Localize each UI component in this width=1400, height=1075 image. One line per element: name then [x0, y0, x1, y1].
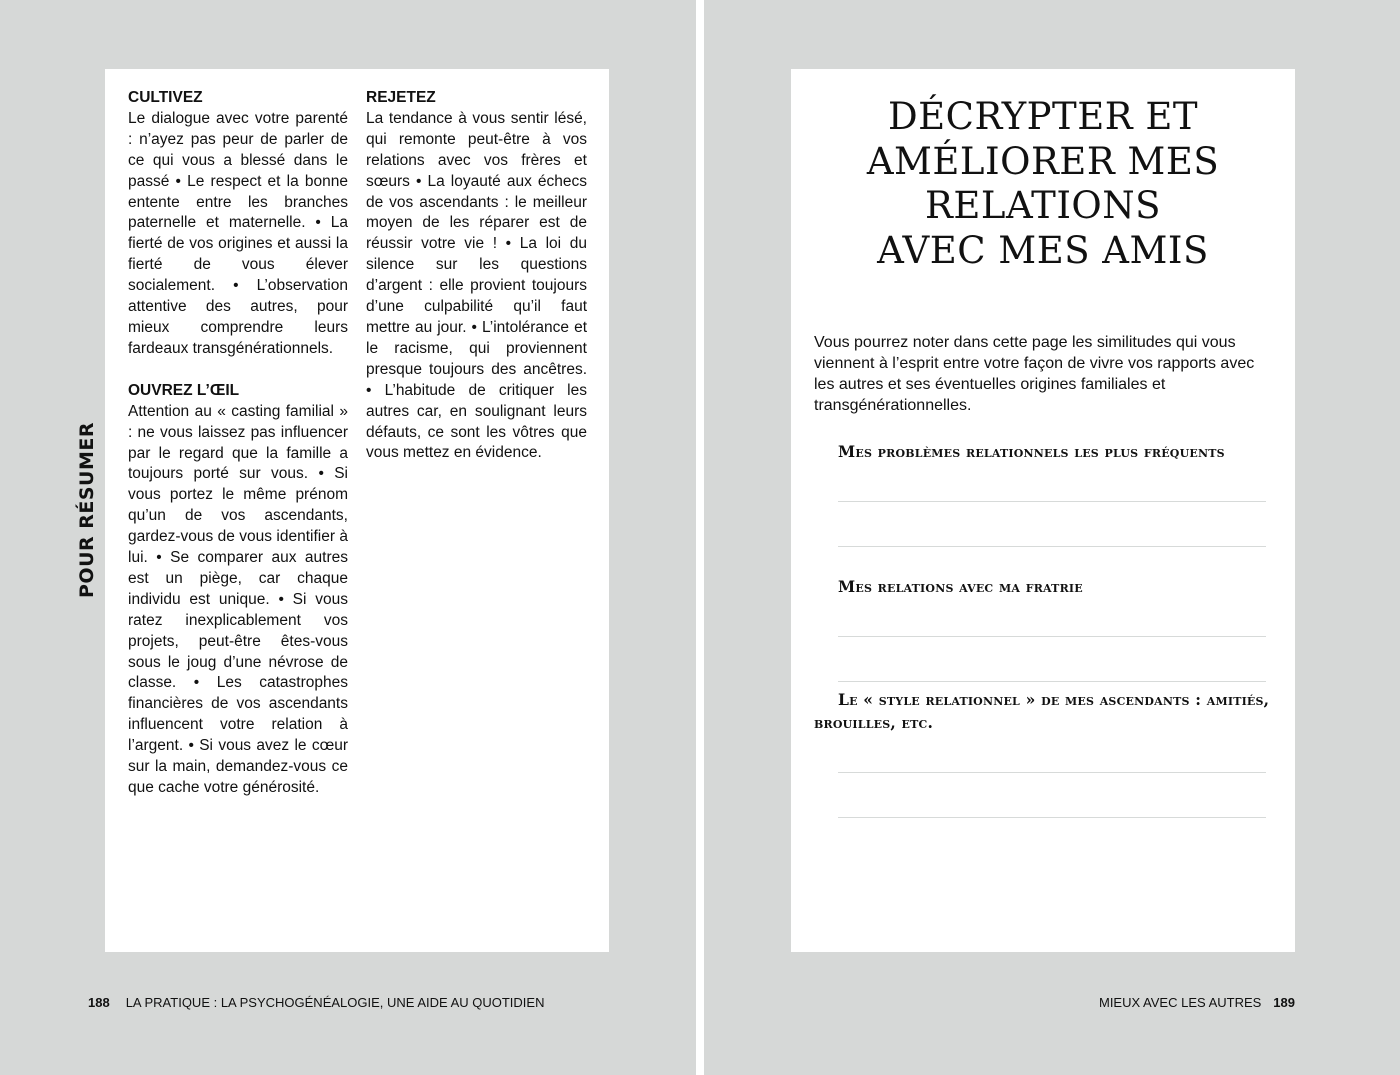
title-line: RELATIONS — [925, 184, 1161, 227]
summary-column-right — [366, 88, 587, 485]
prompt-siblings: Mes relations avec ma fratrie — [838, 577, 1083, 596]
title-line: AVEC MES AMIS — [877, 228, 1209, 272]
prompt-frequent-problems: Mes problèmes relationnels les plus fréquents — [838, 442, 1225, 461]
title-line: DÉCRYPTER ET — [887, 95, 1199, 138]
prompt-ancestors-style: Le « style relationnel » de mes ascendants : amitiés, brouilles, etc. — [814, 690, 1270, 732]
ouvrez-heading: OUVREZ L’ŒIL — [128, 381, 240, 399]
running-title-left: LA PRATIQUE : LA PSYCHOGÉNÉALOGIE, UNE AIDE AU QUOTIDIEN — [125, 995, 545, 1010]
footer-left — [88, 995, 544, 1011]
running-title-right: MIEUX AVEC LES AUTRES — [1098, 995, 1262, 1010]
ouvrez-section — [128, 381, 348, 799]
page-number-right: 189 — [1273, 995, 1295, 1010]
intro-paragraph: Vous pourrez noter dans cette page les similitudes qui vous viennent à l’esprit entre votre façon de vivre vos rapports avec les autres et ses éventuelles origines familiales et transgénérationnelles. — [814, 334, 1255, 414]
rejetez-heading: REJETEZ — [366, 89, 436, 106]
writing-line[interactable] — [838, 546, 1266, 547]
spread-gutter — [696, 0, 704, 1075]
writing-line[interactable] — [838, 772, 1266, 773]
rejetez-text: La tendance à vous sentir lésé, qui remonte peut-être à vos relations avec vos frères et sœurs • La loyauté aux échecs de vos ascendants : le meilleur moyen de les réparer est de réussir votre vie ! • La loi du silence sur les questions d’argent : elle provient toujours d’une culpabilité qu’il faut mettre au jour. • L’intolérance et le racisme, qui proviennent presque toujours des ancêtres. • L’habitude de critiquer les autres car, en soulignant leurs défauts, ce sont les vôtres que vous mettez en évidence. — [366, 109, 587, 462]
footer-right — [1099, 995, 1295, 1011]
rejetez-section — [366, 88, 587, 464]
writing-line[interactable] — [838, 501, 1266, 502]
writing-line[interactable] — [838, 636, 1266, 637]
page-title — [820, 95, 1266, 273]
title-line: AMÉLIORER MES — [866, 139, 1220, 183]
writing-line[interactable] — [838, 817, 1266, 818]
cultivez-heading: CULTIVEZ — [128, 89, 203, 106]
side-label — [74, 422, 100, 598]
cultivez-section — [128, 88, 348, 360]
writing-line[interactable] — [838, 681, 1266, 682]
summary-column-left — [128, 88, 348, 820]
cultivez-text: Le dialogue avec votre parenté : n’ayez pas peur de parler de ce qui vous a blessé dans le passé • Le respect et la bonne entente entre les branches paternelle et maternelle. • La fierté de vos origines et aussi la fierté de vous élever socialement. • L’observation attentive des autres, pour mieux comprendre leurs fardeaux transgénérationnels. — [128, 109, 348, 357]
ouvrez-text: Attention au « casting familial » : ne vous laissez pas influencer par le regard que la famille a toujours porté sur vous. • Si vous portez le même prénom qu’un de vos ascendants, gardez-vous de vous identifier à lui. • Se comparer aux autres est un piège, car chaque individu est unique. • Si vous ratez inexplicablement vos projets, peut-être êtes-vous sous le joug d’une névrose de classe. • Les catastrophes financières de vos ascendants influencent votre relation à l’argent. • Si vous avez le cœur sur la main, demandez-vous ce que cache votre générosité. — [128, 402, 348, 796]
side-label-text: POUR RÉSUMER — [76, 422, 98, 598]
page-number-left: 188 — [88, 995, 110, 1010]
